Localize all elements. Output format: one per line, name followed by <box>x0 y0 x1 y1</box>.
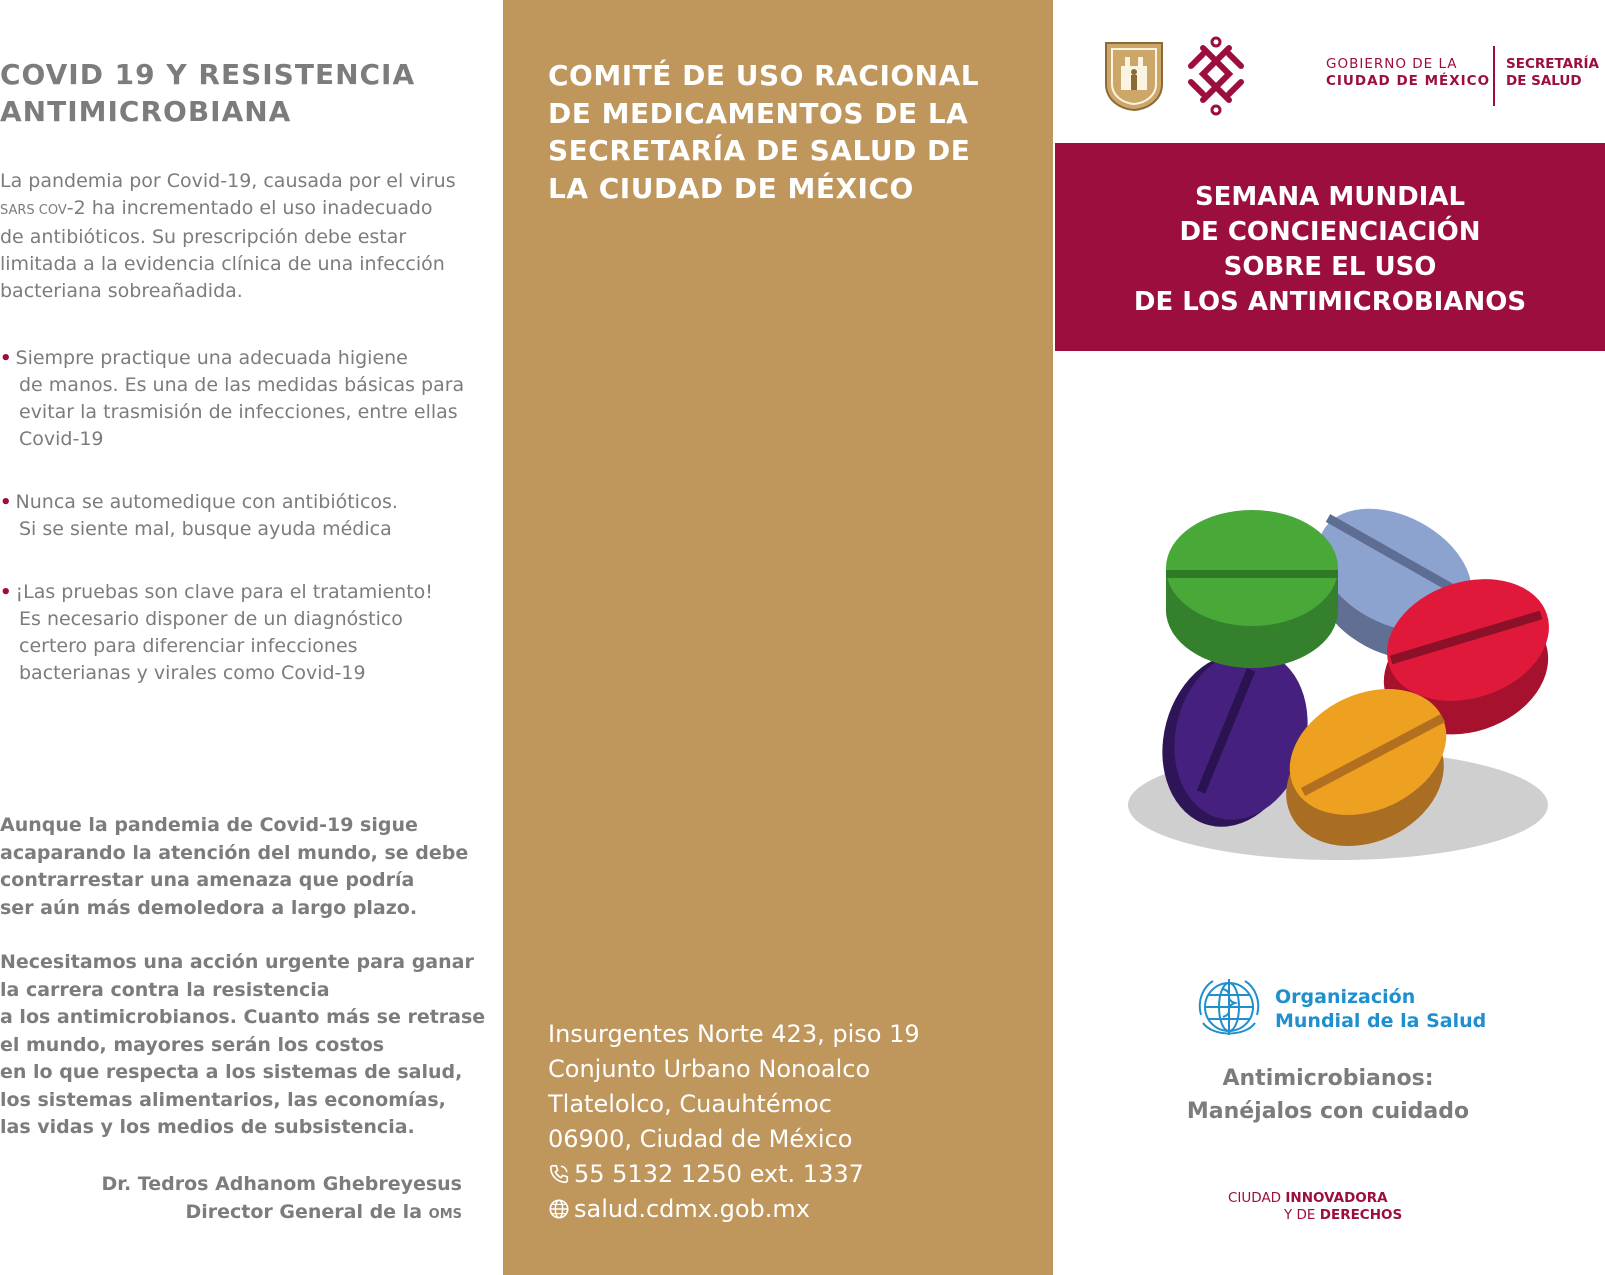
intro-line: La pandemia por Covid-19, causada por el virus <box>0 170 456 192</box>
who-logo <box>1193 975 1493 1045</box>
quote-line: las vidas y los medios de subsistencia. <box>0 1116 415 1138</box>
gov-line: GOBIERNO DE LA <box>1326 56 1458 72</box>
globe-icon <box>548 1198 570 1220</box>
bullet-hygiene <box>0 345 480 453</box>
contact-block <box>548 1017 1028 1227</box>
intro-line <box>0 195 470 224</box>
banner-line: DE CONCIENCIACIÓN <box>1179 217 1481 247</box>
quote-line: contrarrestar una amenaza que podría <box>0 869 415 891</box>
intro-line: limitada a la evidencia clínica de una infección <box>0 253 445 275</box>
bullet-line: bacterianas y virales como Covid-19 <box>19 662 366 684</box>
bullet-text: Nunca se automedique con antibióticos. <box>15 491 398 513</box>
signature-role: Director General de la <box>185 1201 423 1223</box>
quote-line: la carrera contra la resistencia <box>0 978 330 1001</box>
quote-line: el mundo, mayores serán los costos <box>0 1033 385 1056</box>
intro-paragraph <box>0 168 470 305</box>
address-line: Tlatelolco, Cuauhtémoc <box>548 1090 832 1118</box>
quote-line: a los antimicrobianos. Cuanto más se retrase <box>0 1006 486 1028</box>
committee-title-line: COMITÉ DE USO RACIONAL <box>548 59 980 92</box>
committee-title-line: LA CIUDAD DE MÉXICO <box>548 171 914 205</box>
slogan-line-2 <box>1228 1207 1402 1224</box>
right-panel <box>1053 0 1605 1275</box>
address-line: Insurgentes Norte 423, piso 19 <box>548 1020 920 1048</box>
campaign-line: Antimicrobianos: <box>1222 1066 1434 1091</box>
intro-line: bacteriana sobreañadida. <box>0 280 243 302</box>
quote-line: en lo que respecta a los sistemas de salud, <box>0 1061 463 1083</box>
sec-line: SECRETARÍA <box>1506 56 1599 72</box>
campaign-line: Manéjalos con cuidado <box>1186 1099 1470 1124</box>
slogan-derechos: DERECHOS <box>1319 1207 1403 1223</box>
slogan-mid: Y DE <box>1284 1207 1320 1223</box>
phone-icon <box>548 1163 570 1185</box>
bullet-dot: • <box>0 492 12 513</box>
gov-cdmx-wordmark <box>1326 56 1490 90</box>
covid-resistance-title <box>0 56 480 130</box>
logo-divider <box>1493 46 1495 106</box>
sec-line: DE SALUD <box>1506 73 1582 89</box>
bullet-line: Covid-19 <box>19 428 104 450</box>
phone-row <box>548 1157 1028 1192</box>
title-line: COVID 19 Y RESISTENCIA <box>0 58 416 91</box>
quote-line: acaparando la atención del mundo, se debe <box>0 841 469 864</box>
website-link[interactable]: salud.cdmx.gob.mx <box>574 1195 810 1223</box>
bullet-line: de manos. Es una de las medidas básicas para <box>19 374 465 396</box>
bullet-text: Siempre practique una adecuada higiene <box>15 347 408 369</box>
signature-name: Dr. Tedros Adhanom Ghebreyesus <box>101 1173 462 1195</box>
quote-line: ser aún más demoledora a largo plazo. <box>0 896 418 919</box>
secretaria-salud-wordmark <box>1506 56 1599 90</box>
who-line: Organización <box>1275 986 1416 1008</box>
cdmx-government-logo-icon <box>1183 36 1249 116</box>
bullet-line <box>0 489 480 516</box>
bullet-line <box>0 579 480 606</box>
pill-green <box>1166 510 1338 668</box>
signature <box>0 1170 462 1229</box>
banner-line: SEMANA MUNDIAL <box>1194 182 1466 212</box>
city-slogan <box>1228 1190 1402 1224</box>
week-banner-title <box>1055 180 1605 320</box>
bullet-dot: • <box>0 348 12 369</box>
week-banner <box>1055 143 1605 351</box>
bullet-text: ¡Las pruebas son clave para el tratamiento! <box>15 581 433 603</box>
quote-paragraph-1 <box>0 812 480 922</box>
who-wordmark <box>1275 985 1486 1033</box>
bullet-line <box>0 345 480 372</box>
left-panel <box>0 0 500 1275</box>
signature-org: OMS <box>428 1207 462 1222</box>
committee-title-line: SECRETARÍA DE SALUD DE <box>548 134 971 167</box>
header-logos <box>1103 36 1599 116</box>
phone-number: 55 5132 1250 ext. 1337 <box>574 1160 864 1188</box>
slogan-pre: CIUDAD <box>1228 1190 1286 1206</box>
committee-title-line: DE MEDICAMENTOS DE LA <box>548 96 969 130</box>
bullet-line: evitar la trasmisión de infecciones, entre ellas <box>19 401 458 423</box>
website-row <box>548 1192 1028 1227</box>
bullet-line: Si se siente mal, busque ayuda médica <box>19 518 392 540</box>
middle-panel <box>503 0 1053 1275</box>
gov-line: CIUDAD DE MÉXICO <box>1326 73 1491 89</box>
bullet-self-medication <box>0 489 480 543</box>
who-line: Mundial de la Salud <box>1275 1010 1487 1032</box>
who-emblem-icon <box>1193 975 1265 1045</box>
campaign-title <box>1053 1062 1603 1128</box>
banner-line: DE LOS ANTIMICROBIANOS <box>1133 287 1527 317</box>
quote-line: Necesitamos una acción urgente para ganar <box>0 951 474 973</box>
banner-line: SOBRE EL USO <box>1223 252 1437 282</box>
slogan-innovadora: INNOVADORA <box>1285 1190 1388 1206</box>
bullet-testing <box>0 579 480 687</box>
quote-line: los sistemas alimentarios, las economías, <box>0 1088 446 1111</box>
bullet-line: Es necesario disponer de un diagnóstico <box>19 608 403 630</box>
address-line: Conjunto Urbano Nonoalco <box>548 1055 871 1083</box>
bullet-dot: • <box>0 582 12 603</box>
slogan-line-1 <box>1228 1190 1402 1207</box>
intro-line-rest: -2 ha incrementado el uso inadecuado <box>66 197 433 219</box>
address-line: 06900, Ciudad de México <box>548 1125 853 1153</box>
quote-paragraph-2 <box>0 949 486 1142</box>
virus-smallcaps: SARS COV <box>0 203 67 218</box>
title-line: ANTIMICROBIANA <box>0 95 292 128</box>
intro-line: de antibióticos. Su prescripción debe estar <box>0 226 407 248</box>
signature-title <box>0 1198 462 1229</box>
cdmx-coat-of-arms-icon <box>1103 40 1165 112</box>
quote-line: Aunque la pandemia de Covid-19 sigue <box>0 814 418 836</box>
bullet-line: certero para diferenciar infecciones <box>19 635 358 657</box>
committee-title <box>548 57 1028 207</box>
pills-illustration <box>1103 470 1593 900</box>
